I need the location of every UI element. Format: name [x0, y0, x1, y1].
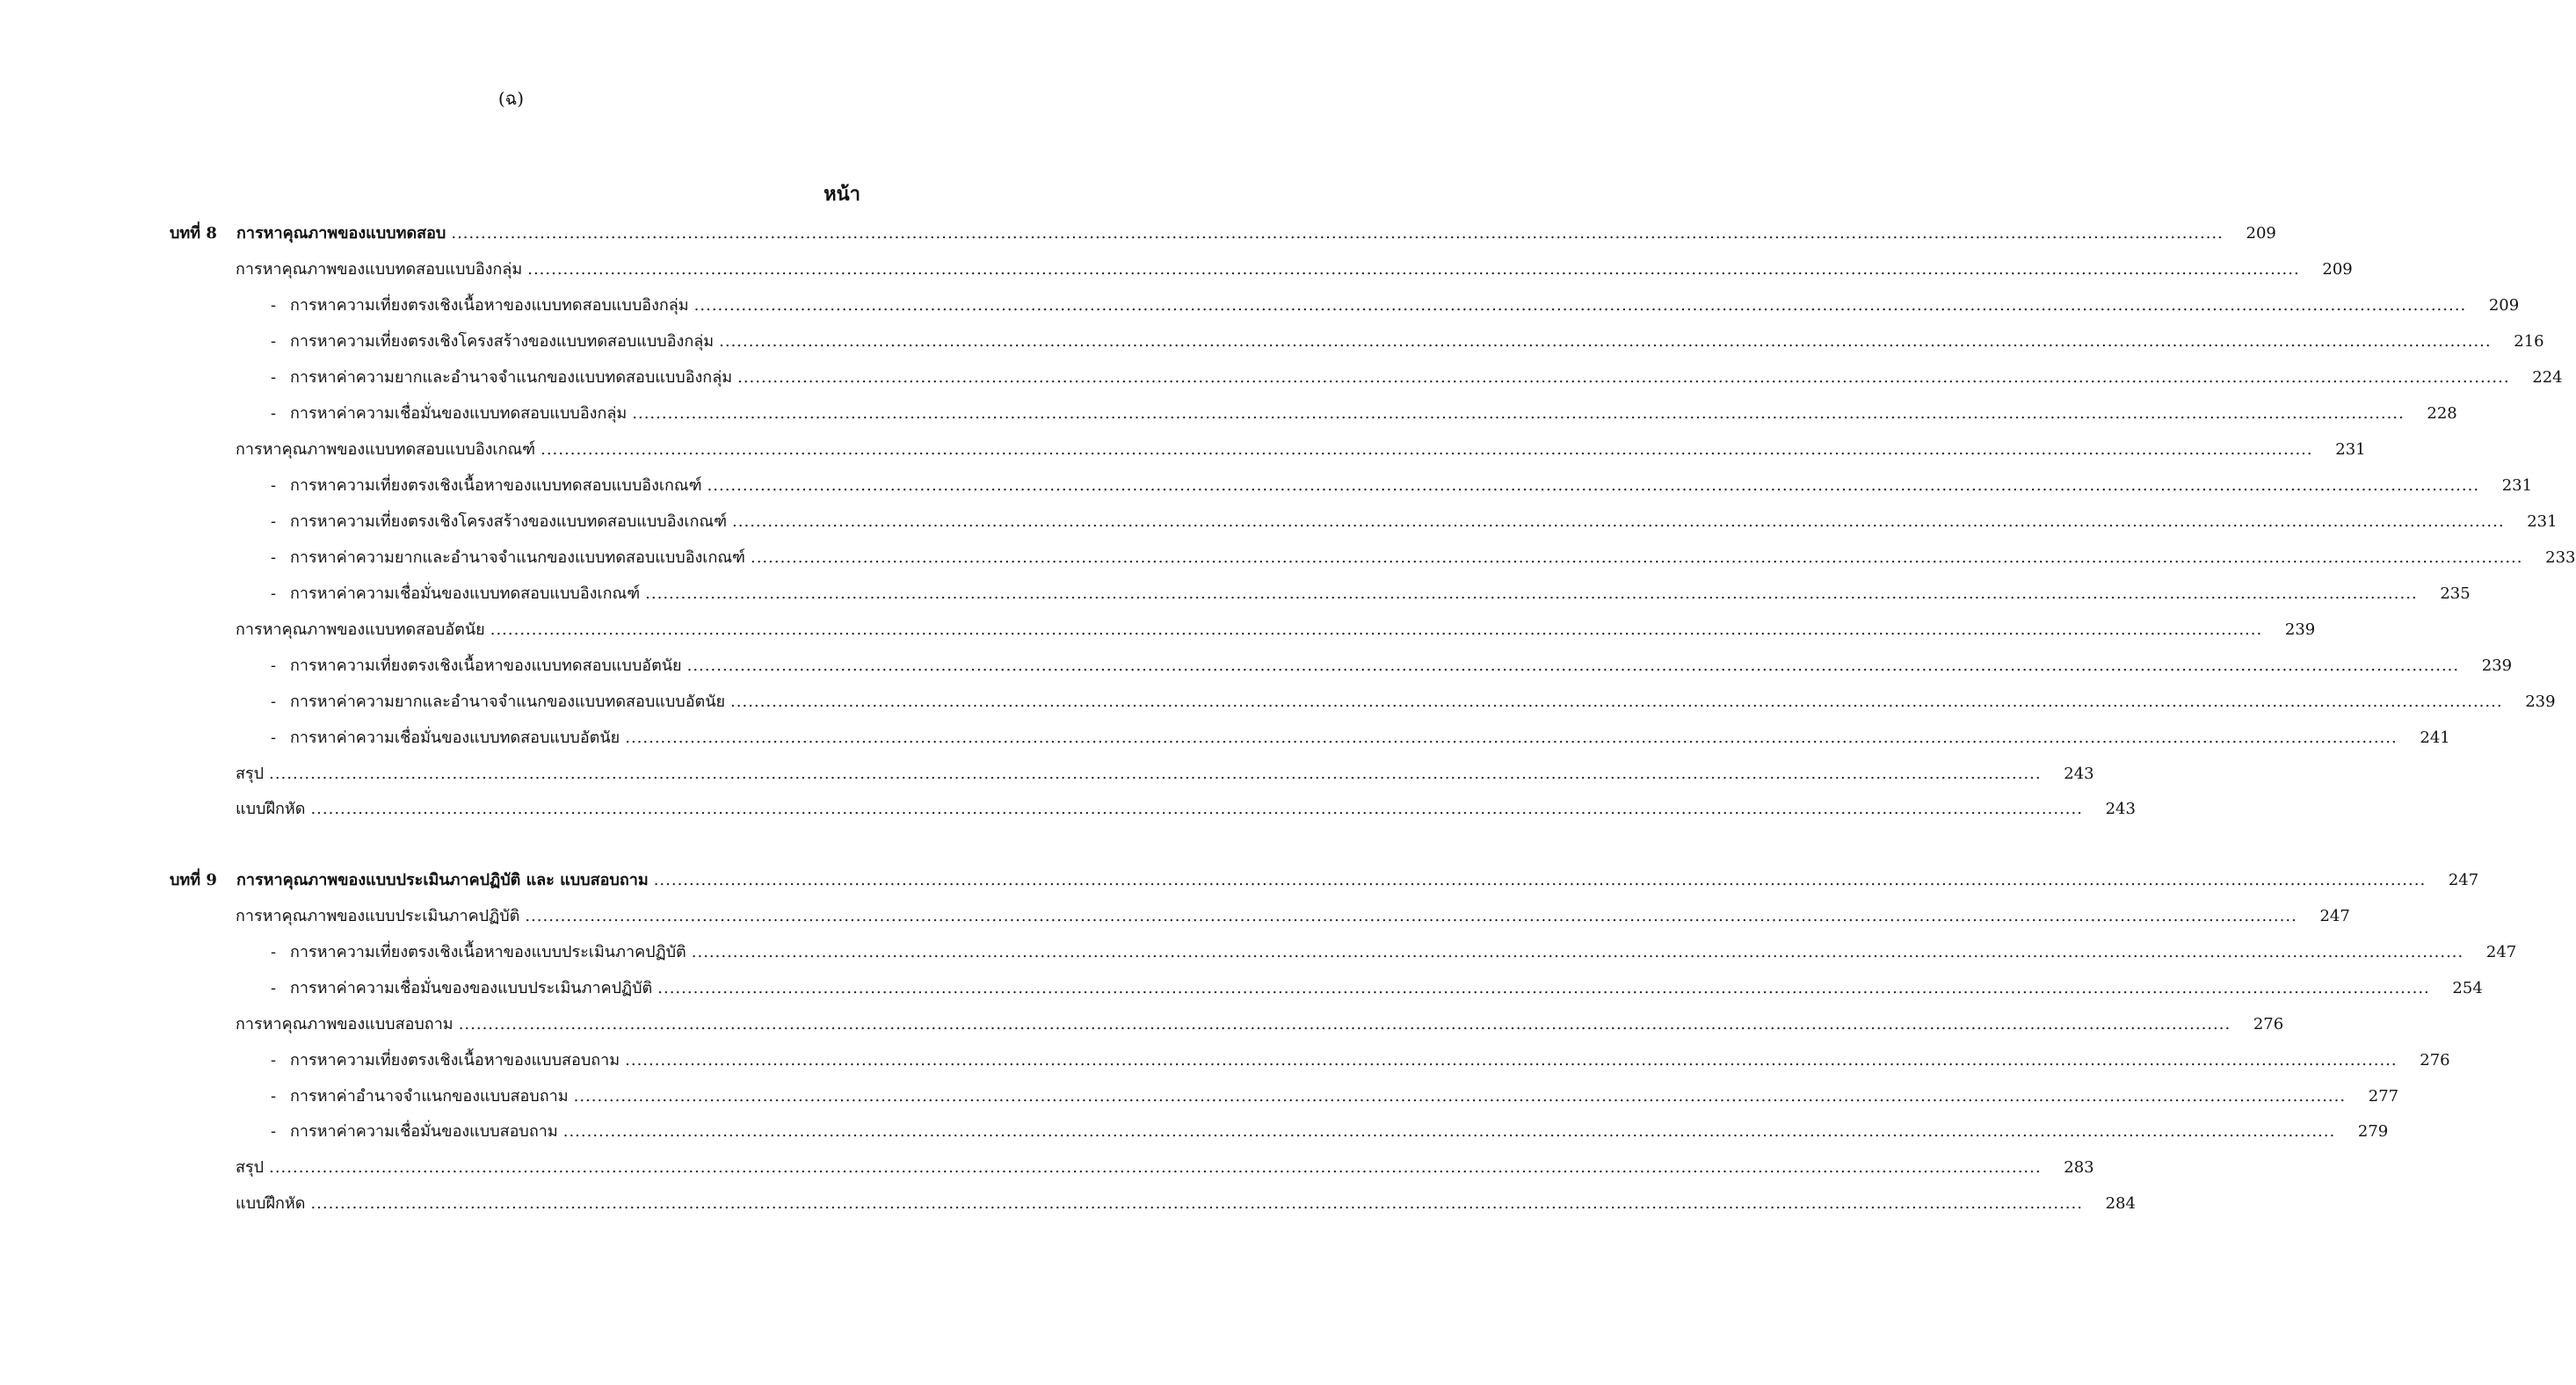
bullet-dash: -: [271, 1122, 277, 1141]
bullet-dash: -: [271, 404, 277, 423]
toc-page-number: 254: [2452, 979, 2483, 997]
toc-item-row: [271, 578, 2471, 605]
toc-chapter-row: [170, 865, 2479, 891]
toc-entry-label: [236, 1193, 310, 1215]
dot-leader: ............................................................................................................................................................................................................................................................................................................: [451, 224, 2224, 243]
toc-page-number: 231: [2501, 476, 2533, 495]
toc-page-number: 247: [2485, 943, 2517, 961]
toc-entry-title: การหาคุณภาพของแบบทดสอบแบบอิงเกณฑ์: [236, 440, 536, 459]
bullet-dash: -: [271, 476, 277, 495]
toc-entry-title: การหาความเที่ยงตรงเชิงเนื้อหาของแบบทดสอบแบบอิงกลุ่ม: [290, 296, 689, 315]
page-number: (ฉ): [497, 88, 525, 109]
toc-item-row: [271, 290, 2520, 316]
toc-entry-label: [236, 799, 310, 820]
toc-entry-title: การหาค่าความเชื่อมั่นของแบบทดสอบแบบอิงเกณฑ์: [290, 584, 641, 603]
toc-entry-title: การหาค่าความเชื่อมั่นของแบบสอบถาม: [290, 1122, 558, 1141]
toc-section-row: [236, 254, 2353, 280]
toc-item-row: [271, 1081, 2399, 1107]
page-column-header: หน้า: [824, 183, 860, 206]
dot-leader: ............................................................................................................................................................................................................................................................................................................: [693, 296, 2467, 315]
toc-entry-label: [236, 620, 490, 641]
toc-page-number: 228: [2427, 404, 2457, 423]
bullet-dash: -: [271, 979, 277, 997]
dot-leader: ............................................................................................................................................................................................................................................................................................................: [732, 512, 2505, 531]
bullet-dash: -: [271, 368, 277, 387]
toc-page-number: 209: [2488, 296, 2520, 315]
bullet-dash: -: [271, 584, 277, 603]
toc-entry-title: แบบฝึกหัด: [236, 800, 306, 818]
toc-page-number: 216: [2514, 332, 2544, 351]
dot-leader: ............................................................................................................................................................................................................................................................................................................: [625, 729, 2398, 747]
toc-entry-label: [271, 367, 737, 388]
toc-item-row: [271, 973, 2483, 999]
toc-page-number: 233: [2545, 548, 2576, 567]
dot-leader: ............................................................................................................................................................................................................................................................................................................: [719, 332, 2492, 351]
toc-item-row: [271, 470, 2533, 497]
toc-page-number: 247: [2448, 871, 2479, 889]
toc-entry-title: การหาค่าความเชื่อมั่นของแบบทดสอบแบบอัตนัย: [290, 729, 620, 747]
toc-item-row: [271, 362, 2563, 388]
toc-page-number: 276: [2420, 1051, 2450, 1070]
dot-leader: ............................................................................................................................................................................................................................................................................................................: [525, 907, 2297, 925]
dot-leader: ............................................................................................................................................................................................................................................................................................................: [625, 1051, 2398, 1070]
toc-page-number: 243: [2064, 765, 2094, 783]
toc-page-number: 279: [2357, 1122, 2389, 1141]
toc-page-number: 209: [2246, 224, 2276, 243]
toc-entry-title: การหาความเที่ยงตรงเชิงเนื้อหาของแบบสอบถาม: [290, 1051, 620, 1070]
toc-entry-title: สรุป: [236, 765, 265, 783]
toc-entry-title: การหาความเที่ยงตรงเชิงเนื้อหาของแบบประเมินภาคปฏิบัติ: [290, 943, 686, 961]
toc-section-row: [236, 614, 2316, 641]
toc-section-row: [236, 758, 2094, 785]
toc-item-row: [271, 722, 2450, 749]
dot-leader: ............................................................................................................................................................................................................................................................................................................: [645, 584, 2418, 603]
dot-leader: ............................................................................................................................................................................................................................................................................................................: [310, 1194, 2083, 1213]
bullet-dash: -: [271, 1087, 277, 1106]
toc-section-row: [236, 1152, 2094, 1178]
toc-item-row: [271, 650, 2513, 677]
toc-entry-label: [236, 259, 527, 280]
toc-item-row: [271, 1045, 2450, 1071]
toc-page-number: 239: [2481, 656, 2513, 675]
chapter-number: บทที่ 9: [170, 871, 217, 889]
toc-entry-label: [236, 1014, 459, 1035]
toc-page-number: 243: [2105, 800, 2136, 818]
toc-item-row: [271, 542, 2576, 569]
toc-entry-label: [271, 403, 632, 424]
bullet-dash: -: [271, 512, 277, 531]
dot-leader: ............................................................................................................................................................................................................................................................................................................: [527, 260, 2300, 279]
toc-page-number: 239: [2284, 620, 2316, 639]
toc-entry-title: การหาคุณภาพของแบบทดสอบอัตนัย: [236, 620, 485, 639]
toc-item-row: [271, 398, 2457, 424]
toc-page-number: 231: [2335, 440, 2366, 459]
toc-entry-title: การหาค่าความยากและอำนาจจำแนกของแบบทดสอบแบบอิงกลุ่ม: [290, 368, 733, 387]
dot-leader: ............................................................................................................................................................................................................................................................................................................: [562, 1122, 2336, 1141]
bullet-dash: -: [271, 296, 277, 315]
toc-entry-title: สรุป: [236, 1158, 265, 1177]
dot-leader: ............................................................................................................................................................................................................................................................................................................: [653, 871, 2427, 889]
bullet-dash: -: [271, 548, 277, 567]
toc-item-row: [271, 1116, 2389, 1142]
dot-leader: ............................................................................................................................................................................................................................................................................................................: [730, 692, 2503, 711]
dot-leader: ............................................................................................................................................................................................................................................................................................................: [541, 440, 2313, 459]
toc-entry-label: [271, 475, 707, 497]
toc-item-row: [271, 686, 2556, 713]
toc-entry-title: การหาคุณภาพของแบบทดสอบ: [236, 224, 446, 243]
toc-entry-label: [271, 692, 730, 713]
toc-page-number: 231: [2527, 512, 2558, 531]
toc-entry-label: [271, 1121, 563, 1142]
toc-entry-label: [170, 223, 451, 244]
toc-entry-title: การหาค่าความยากและอำนาจจำแนกของแบบทดสอบแบบอัตนัย: [290, 692, 726, 711]
toc-entry-label: [271, 728, 625, 749]
toc-entry-title: การหาคุณภาพของแบบประเมินภาคปฏิบัติ และ แบบสอบถาม: [236, 871, 649, 889]
dot-leader: ............................................................................................................................................................................................................................................................................................................: [686, 656, 2460, 675]
toc-chapter-row: [170, 218, 2276, 244]
bullet-dash: -: [271, 943, 277, 961]
toc-page-number: 209: [2322, 260, 2353, 279]
toc-entry-title: การหาความเที่ยงตรงเชิงเนื้อหาของแบบทดสอบแบบอิงเกณฑ์: [290, 476, 702, 495]
toc-entry-label: [271, 978, 657, 999]
toc-entry-label: [271, 547, 751, 569]
toc-entry-label: [236, 1157, 269, 1178]
toc-entry-title: การหาความเที่ยงตรงเชิงโครงสร้างของแบบทดสอบแบบอิงกลุ่ม: [290, 332, 715, 351]
toc-item-row: [271, 937, 2517, 963]
toc-entry-title: การหาคุณภาพของแบบทดสอบแบบอิงกลุ่ม: [236, 260, 523, 279]
toc-entry-label: [170, 870, 654, 891]
dot-leader: ............................................................................................................................................................................................................................................................................................................: [269, 765, 2042, 783]
toc-entry-title: แบบฝึกหัด: [236, 1194, 306, 1213]
toc-entry-title: การหาค่าความเชื่อมั่นของของแบบประเมินภาคปฏิบัติ: [290, 979, 653, 997]
toc-entry-label: [271, 656, 687, 677]
toc-page-number: 276: [2253, 1015, 2284, 1033]
dot-leader: ............................................................................................................................................................................................................................................................................................................: [310, 800, 2083, 818]
bullet-dash: -: [271, 1051, 277, 1070]
toc-entry-label: [271, 295, 694, 316]
dot-leader: ............................................................................................................................................................................................................................................................................................................: [490, 620, 2263, 639]
bullet-dash: -: [271, 729, 277, 747]
toc-entry-label: [271, 1086, 574, 1107]
dot-leader: ............................................................................................................................................................................................................................................................................................................: [707, 476, 2480, 495]
toc-section-row: [236, 794, 2136, 820]
dot-leader: ............................................................................................................................................................................................................................................................................................................: [691, 943, 2464, 961]
dot-leader: ............................................................................................................................................................................................................................................................................................................: [458, 1015, 2231, 1033]
toc-entry-title: การหาค่าความเชื่อมั่นของแบบทดสอบแบบอิงกลุ่ม: [290, 404, 628, 423]
toc-entry-title: การหาค่าความยากและอำนาจจำแนกของแบบทดสอบแบบอิงเกณฑ์: [290, 548, 745, 567]
dot-leader: ............................................................................................................................................................................................................................................................................................................: [750, 548, 2523, 567]
bullet-dash: -: [271, 656, 277, 675]
toc-entry-label: [271, 942, 692, 963]
toc-entry-label: [271, 584, 645, 605]
toc-page-number: 247: [2319, 907, 2350, 925]
toc-entry-label: [236, 764, 269, 785]
toc-page-number: 241: [2420, 729, 2450, 747]
chapter-number: บทที่ 8: [170, 224, 217, 243]
toc-entry-title: การหาค่าอำนาจจำแนกของแบบสอบถาม: [290, 1087, 569, 1106]
dot-leader: ............................................................................................................................................................................................................................................................................................................: [573, 1087, 2347, 1106]
bullet-dash: -: [271, 692, 277, 711]
toc-section-row: [236, 1009, 2284, 1035]
toc-page-number: 224: [2532, 368, 2563, 387]
toc-entry-label: [271, 1050, 625, 1071]
toc-entry-title: การหาคุณภาพของแบบสอบถาม: [236, 1015, 454, 1033]
toc-page-number: 235: [2440, 584, 2471, 603]
toc-entry-title: การหาคุณภาพของแบบประเมินภาคปฏิบัติ: [236, 907, 520, 925]
toc-entry-label: [236, 906, 525, 927]
toc-page-number: 283: [2064, 1158, 2094, 1177]
dot-leader: ............................................................................................................................................................................................................................................................................................................: [657, 979, 2430, 997]
dot-leader: ............................................................................................................................................................................................................................................................................................................: [737, 368, 2510, 387]
toc-item-row: [271, 326, 2544, 352]
dot-leader: ............................................................................................................................................................................................................................................................................................................: [632, 404, 2405, 423]
bullet-dash: -: [271, 332, 277, 351]
toc-entry-title: การหาความเที่ยงตรงเชิงเนื้อหาของแบบทดสอบแบบอัตนัย: [290, 656, 682, 675]
toc-entry-title: การหาความเที่ยงตรงเชิงโครงสร้างของแบบทดสอบแบบอิงเกณฑ์: [290, 512, 728, 531]
toc-entry-label: [271, 331, 719, 352]
toc-entry-label: [236, 439, 541, 460]
toc-page-number: 277: [2368, 1087, 2399, 1106]
toc-item-row: [271, 506, 2558, 533]
toc-entry-label: [271, 511, 732, 533]
toc-page-number: 239: [2525, 692, 2556, 711]
toc-section-row: [236, 1188, 2136, 1215]
toc-section-row: [236, 434, 2366, 460]
toc-section-row: [236, 901, 2350, 927]
dot-leader: ............................................................................................................................................................................................................................................................................................................: [269, 1158, 2042, 1177]
toc-page-number: 284: [2105, 1194, 2136, 1213]
